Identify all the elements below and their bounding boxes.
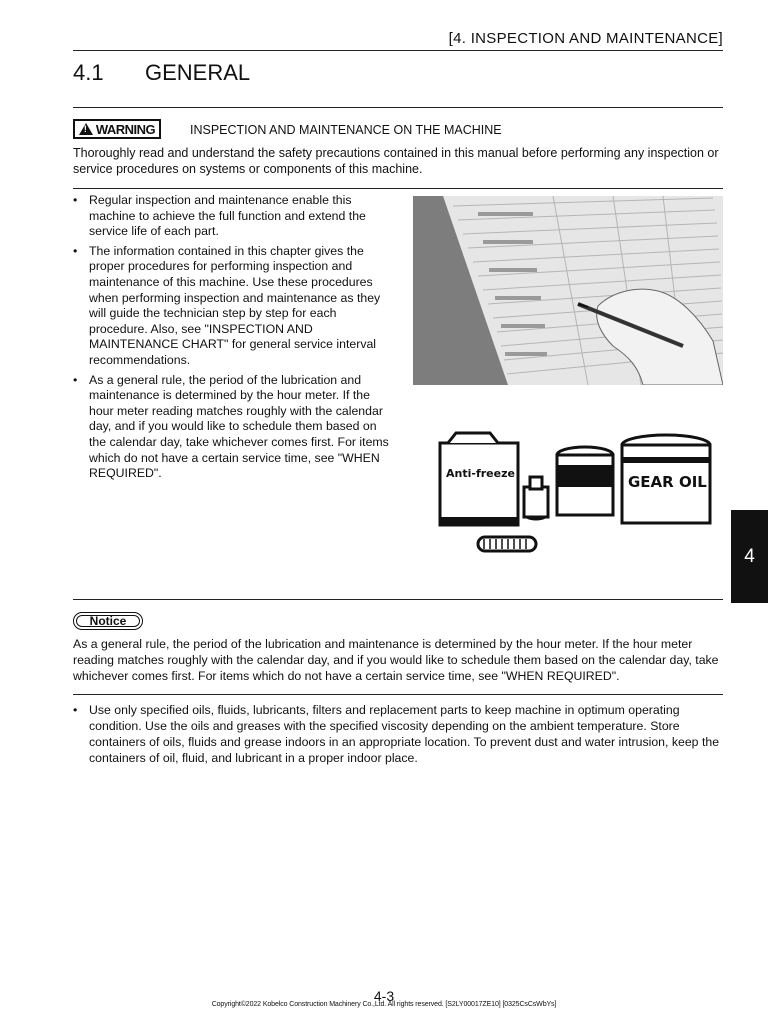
notice-badge bbox=[73, 612, 143, 630]
section-number: 4.1 bbox=[73, 60, 104, 85]
list-item: • The information contained in this chapter gives the proper procedures for performing inspection and maintenance of this machine. Use these procedures when performing inspection and maintenance as they will guide the technician step by step for each procedure. Also, see "INSPECTION AND MAINTENANCE CHART" for general service interval recommendations. bbox=[73, 244, 395, 369]
title-rule bbox=[73, 107, 723, 108]
running-header: [4. INSPECTION AND MAINTENANCE] bbox=[448, 30, 723, 47]
lubricant-containers-illustration bbox=[428, 425, 718, 560]
warning-heading: INSPECTION AND MAINTENANCE ON THE MACHINE bbox=[190, 123, 502, 137]
section-title bbox=[73, 60, 250, 86]
page-number: 4-3 bbox=[373, 988, 395, 1004]
warning-text: Thoroughly read and understand the safety precautions contained in this manual before performing any inspection or service procedures on systems or components of this machine. bbox=[73, 146, 719, 176]
inspection-chart-photo-graphic bbox=[413, 196, 723, 385]
notice-top-rule bbox=[73, 599, 723, 600]
warning-badge bbox=[73, 119, 161, 139]
bottom-bullet-list bbox=[73, 702, 723, 766]
warning-triangle-icon bbox=[79, 123, 93, 135]
lubricant-containers-graphic bbox=[428, 425, 718, 560]
warning-badge-label: WARNING bbox=[95, 121, 156, 137]
container-label: Anti-freeze bbox=[446, 467, 515, 480]
copyright-notice: Copyright©2022 Kobelco Construction Machinery Co.,Ltd. All rights reserved. [S2LY00017ZE10] [0325CsCsWbYs] bbox=[211, 1001, 557, 1008]
inspection-chart-photo bbox=[413, 196, 723, 385]
list-item: • Use only specified oils, fluids, lubricants, filters and replacement parts to keep machine in optimum operating condition. Use the oils and greases with the specified viscosity depending on the ambient temperature. Store containers of oils, fluids and grease indoors in an appropriate location. To prevent dust and water intrusion, keep the containers of oil, fluid, and lubricant in a proper indoor place. bbox=[73, 702, 723, 766]
list-item: • As a general rule, the period of the lubrication and maintenance is determined by the hour meter. If the hour meter reading matches roughly with the calendar day, and if you would like to schedule them based on the calendar day, take whichever comes first. For items which do not have a certain service time, see "WHEN REQUIRED". bbox=[73, 373, 395, 482]
section-title-text: GENERAL bbox=[145, 60, 251, 85]
warning-rule bbox=[73, 188, 723, 189]
bullet-list bbox=[73, 193, 395, 486]
container-label: GEAR OIL bbox=[628, 473, 707, 491]
notice-badge-label: Notice bbox=[89, 614, 127, 628]
notice-bottom-rule bbox=[73, 694, 723, 695]
list-item: • Regular inspection and maintenance enable this machine to achieve the full function and extend the service life of each part. bbox=[73, 193, 395, 240]
chapter-tab: 4 bbox=[731, 510, 768, 603]
header-rule bbox=[73, 50, 723, 51]
notice-text: As a general rule, the period of the lubrication and maintenance is determined by the hour meter. If the hour meter reading matches roughly with the calendar day, and if you would like to schedule them based on the calendar day, take whichever comes first. For items which do not have a certain service time, see "WHEN REQUIRED". bbox=[73, 637, 719, 683]
